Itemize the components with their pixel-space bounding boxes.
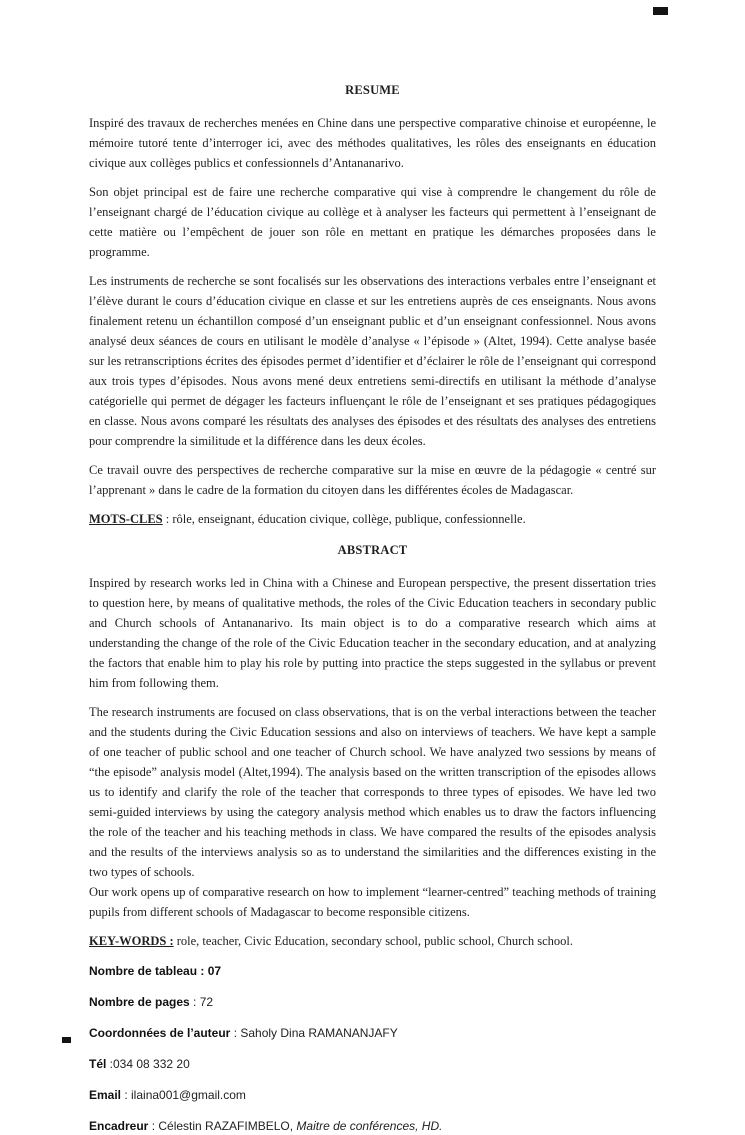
key-words-text: role, teacher, Civic Education, secondary school, public school, Church school.: [173, 934, 574, 948]
abstract-paragraph-1: Inspired by research works led in China with a Chinese and European perspective, the present dissertation tries to question here, by means of qualitative methods, the roles of the Civic Education teachers in secondary public and Church schools of Antananarivo. Its main object is to do a comparative research which aims at understanding the change of the role of the Civic Education teacher in the secondary education, and at analyzing the factors that enable him to play his role by putting into practice the steps suggested in the syllabus or prevent him from following them.: [89, 576, 656, 690]
resume-paragraph-2: Son objet principal est de faire une recherche comparative qui vise à comprendre le changement du rôle de l’enseignant chargé de l’éducation civique au collège et à analyser les facteurs qui permettent à l’enseignant de cette matière ou l’empêchent de jouer son rôle en mettant en pratique les démarches proposées dans le programme.: [89, 185, 656, 259]
phone-label: Tél: [89, 1057, 107, 1071]
author-label: Coordonnées de l’auteur: [89, 1026, 231, 1040]
detail-row-author: [89, 1024, 656, 1042]
tables-label: Nombre de tableau : 07: [89, 964, 222, 978]
supervisor-value: : Célestin RAZAFIMBELO,: [148, 1119, 297, 1133]
key-words-label: KEY-WORDS :: [89, 934, 174, 948]
abstract-title: ABSTRACT: [337, 543, 408, 557]
mots-cles-line: [89, 509, 656, 529]
detail-row-phone: [89, 1055, 656, 1073]
pages-label: Nombre de pages: [89, 995, 190, 1009]
author-value: : Saholy Dina RAMANANJAFY: [230, 1026, 398, 1040]
detail-row-pages: [89, 993, 656, 1011]
scan-speck-top-right: [653, 7, 668, 15]
mots-cles-text: : rôle, enseignant, éducation civique, collège, publique, confessionnelle.: [162, 512, 526, 526]
phone-value: :034 08 332 20: [106, 1057, 190, 1071]
pages-value: : 72: [189, 995, 214, 1009]
resume-paragraph-4: Ce travail ouvre des perspectives de recherche comparative sur la mise en œuvre de la pédagogie « centré sur l’apprenant » dans le cadre de la formation du citoyen dans les différentes écoles de Madagascar.: [89, 463, 656, 497]
detail-row-tables: [89, 962, 656, 980]
resume-title: RESUME: [345, 83, 400, 97]
supervisor-title-italic: Maitre de conférences, HD.: [296, 1119, 443, 1133]
mots-cles-label: MOTS-CLES: [89, 512, 163, 526]
supervisor-label: Encadreur: [89, 1119, 149, 1133]
abstract-paragraph-2: The research instruments are focused on class observations, that is on the verbal interactions between the teacher and the students during the Civic Education sessions and also on interviews of teachers. We have kept a sample of one teacher of public school and one teacher of Church school. We have analyzed two sessions by means of “the episode” analysis model (Altet,1994). The analysis based on the written transcription of the episodes allows us to identify and clarify the role of the teacher that corresponds to three types of episodes. We have led two semi-guided interviews by using the category analysis method which enables us to draw the factors influencing the role of the teacher and his teaching methods in class. We have compared the results of the episodes analysis and the results of the interviews analysis so as to understand the similarities and the differences existing in the two types of schools.: [89, 705, 656, 879]
key-words-line: [89, 931, 656, 951]
document-details: [89, 962, 656, 1135]
email-value: : ilaina001@gmail.com: [121, 1088, 246, 1102]
resume-paragraph-3: Les instruments de recherche se sont focalisés sur les observations des interactions verbales entre l’enseignant et l’élève durant le cours d’éducation civique en classe et sur les entretiens auprès de ces enseignants. Nous avons finalement retenu un échantillon composé d’un enseignant public et d’un enseignant confessionnel. Nous avons analysé deux séances de cours en utilisant le modèle d’analyse « l’épisode » (Altet, 1994). Cette analyse basée sur les retranscriptions écrites des épisodes permet d’identifier et d’éclairer le rôle de l’enseignant qui correspond aux trois types d’épisodes. Nous avons mené deux entretiens semi-directifs en utilisant la méthode d’analyse catégorielle qui permet de dégager les facteurs influençant le rôle de l’enseignant et ses pratiques pédagogiques en classe. Nous avons comparé les résultats des analyses des épisodes et des résultats des analyses des entretiens pour comprendre la similitude et la différence dans les deux écoles.: [89, 274, 656, 448]
detail-row-supervisor: [89, 1117, 656, 1135]
detail-row-email: [89, 1086, 656, 1104]
scan-speck-bottom-left: [62, 1037, 71, 1043]
email-label: Email: [89, 1088, 122, 1102]
resume-paragraph-1: Inspiré des travaux de recherches menées en Chine dans une perspective comparative chinoise et européenne, le mémoire tutoré tente d’interroger ici, avec des méthodes qualitatives, les rôles des enseignants en éducation civique aux collèges publics et confessionnels d’Antananarivo.: [89, 116, 656, 170]
abstract-paragraph-3: Our work opens up of comparative research on how to implement “learner-centred” teaching methods of training pupils from different schools of Madagascar to become responsible citizens.: [89, 885, 656, 919]
